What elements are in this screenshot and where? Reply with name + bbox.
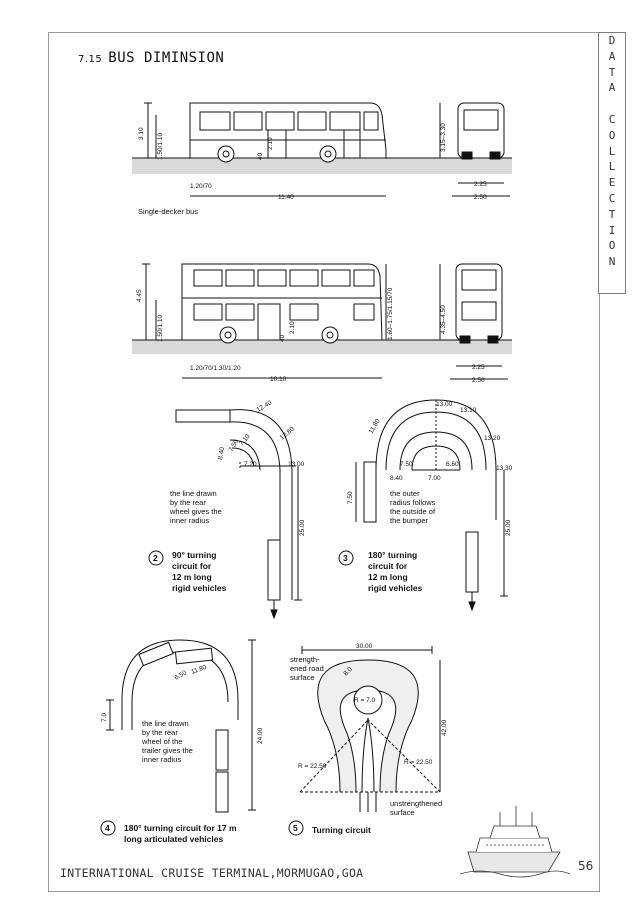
sd-ground: 40 [257,152,264,160]
fig2-note-1: the line drawn [170,489,217,498]
fig4-r-b: 11.80 [190,663,208,676]
fig3-note-3: the outside of [390,507,436,516]
fig2-title-3: 12 m long [172,572,212,582]
fig2-length: 25.00 [299,519,306,536]
sd-length: 11.40 [278,194,294,201]
fig2-number: 2 [153,553,158,563]
tab-letter: L [608,160,616,174]
fig4-note-1: the line drawn [142,719,189,728]
fig4-note-4: trailer gives the [142,746,193,755]
dd-length: 10.10 [270,376,287,383]
dd-upper-height: 1.60–1.75/1.15/70 [387,287,394,340]
fig2-width: 13.00 [288,461,305,468]
fig5-label-3: surface [290,673,315,682]
fig3-note-1: the outer [390,489,420,498]
fig3-r-e: 11.80 [367,417,382,435]
sd-caption: Single-decker bus [138,207,199,216]
sd-lower-height: 1.50/1.10 [157,132,164,160]
fig2-title-4: rigid vehicles [172,583,227,593]
fig2-r1: 8.40 [217,446,227,461]
fig4-title-2: long articulated vehicles [124,834,224,844]
fig5-unstr-1: unstrengthened [390,799,443,808]
fig4-note-3: wheel of the [142,737,183,746]
tab-letter: T [608,65,616,79]
fig2-r-mid: 12.80 [278,425,296,442]
sd-side-height: 3.15–3.30 [440,123,447,152]
tab-letter: T [608,207,616,221]
fig4-number: 4 [105,823,110,833]
fig2-r-outer: 12.40 [255,399,274,414]
dd-side-height: 4.35–4.50 [440,305,447,334]
sd-door-height: 2.10 [267,137,274,150]
dd-width-a: 2.25 [472,364,485,371]
fig2-title-2: circuit for [172,561,212,571]
fig3-r-a: 13.00 [436,401,453,408]
fig4-r-a: 6.50 [173,669,188,682]
fig3-length: 25.00 [505,519,512,536]
tab-letter: O [608,128,616,142]
fig5-unstr-2: surface [390,808,415,817]
dd-width-b: 2.50 [472,377,485,384]
tab-letter: L [608,144,616,158]
fig3-r-b: 13.10 [460,407,477,414]
fig3-r-h: 7.00 [428,475,441,482]
sd-width-a: 2.25 [474,181,487,188]
fig3-r-g: 8.40 [390,475,403,482]
tab-letter: A [608,81,616,95]
fig3-note-4: the bumper [390,516,428,525]
fig5-r-top: R = 7.0 [354,697,376,704]
dd-total-height: 4.45 [136,289,143,302]
fig5-title: Turning circuit [312,825,371,835]
sd-width-b: 2.50 [474,194,487,201]
fig3-side: 7.50 [347,491,354,504]
fig3-title-3: 12 m long [368,572,408,582]
fig3-number: 3 [343,553,348,563]
dd-lower-height: 1.50/1.10 [157,314,164,342]
fig5-r-right: R = 22.50 [404,759,433,766]
double-decker-bus-drawing [132,264,512,379]
fig3-r-i: 6.60 [446,461,459,468]
fig5-label-1: strength- [290,655,320,664]
fig2-note-2: by the rear [170,498,206,507]
fig3-note-2: radius follows [390,498,436,507]
fig2-note-3: wheel gives the [170,507,222,516]
page-number: 56 [578,859,594,873]
tab-letter: N [608,255,616,269]
sd-total-height: 3.10 [138,127,145,140]
dd-ground: 40 [279,334,286,342]
fig3-title-4: rigid vehicles [368,583,423,593]
fig5-r-small: 8.0 [342,666,354,678]
fig4-title-1: 180° turning circuit for 17 m [124,823,237,833]
section-number: 7.15 [78,54,103,65]
fig4-length: 24.00 [257,727,264,744]
fig2-note-4: inner radius [170,516,210,525]
tab-letter: D [608,34,616,47]
tab-letter: C [608,112,616,126]
fig2-r2: 7.50 [227,438,241,453]
fig4-side: 7.0 [101,712,108,722]
dd-overhang: 1.20/70/1.30/1.20 [190,365,241,372]
fig5-label-2: ened road [290,664,324,673]
fig5-r-left: R = 22.50 [298,763,327,770]
fig3-r-f: 7.50 [400,461,413,468]
fig3-r-d: 13.30 [496,465,513,472]
sd-overhang: 1.20/70 [190,183,212,190]
single-decker-bus-drawing [132,103,512,196]
fig2-r4: 7.20 [244,461,257,468]
cruise-ship-logo [460,806,570,877]
fig2-title-1: 90° turning [172,550,217,560]
tab-letter: E [608,176,616,190]
tab-letter: I [608,223,616,237]
fig4-note-2: by the rear [142,728,178,737]
tab-letter: O [608,239,616,253]
fig5-length: 42.00 [441,719,448,736]
tab-letter: C [608,191,616,205]
footer-text: INTERNATIONAL CRUISE TERMINAL,MORMUGAO,GOA [60,866,364,880]
fig2-r3: 7.10 [238,433,252,448]
tab-letter: A [608,49,616,63]
fig3-title-1: 180° turning [368,550,418,560]
fig3-r-c: 13.20 [484,435,501,442]
section-title: BUS DIMINSION [108,50,225,66]
dd-door-height: 2.10 [289,321,296,334]
fig3-title-2: circuit for [368,561,408,571]
fig5-width: 30.00 [356,643,373,650]
fig4-note-5: inner radius [142,755,182,764]
fig5-number: 5 [293,823,298,833]
